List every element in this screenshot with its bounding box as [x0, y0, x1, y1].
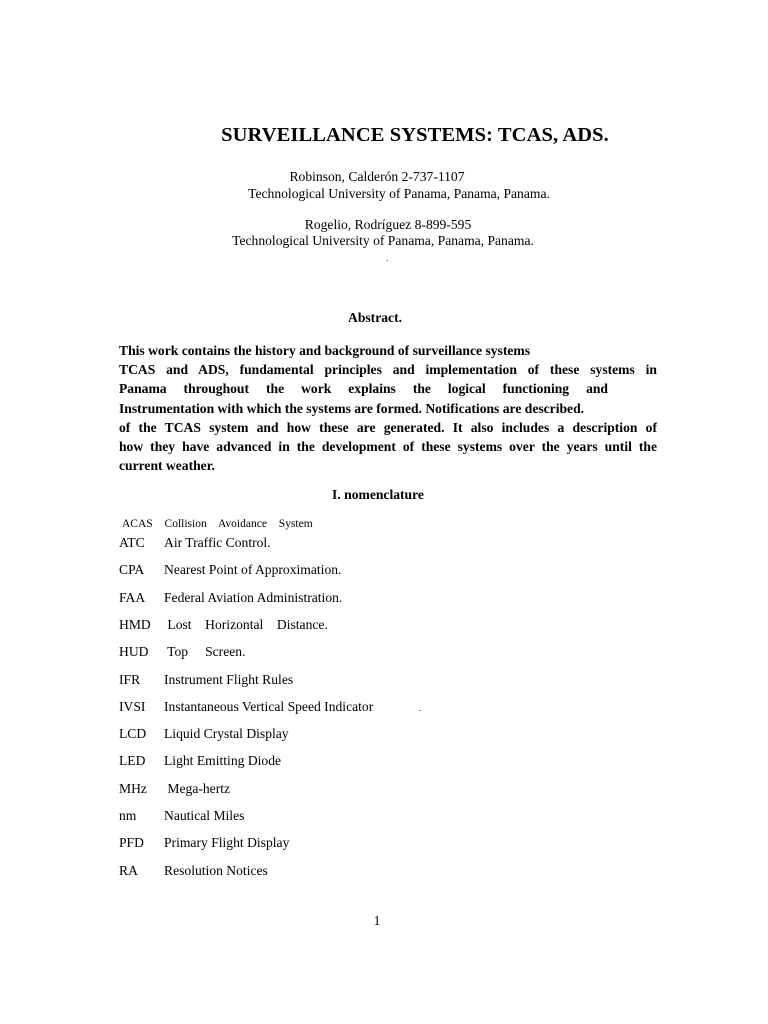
abstract-line: Instrumentation with which the systems are formed. Notifications are described. [119, 400, 585, 416]
nomenclature-definition: Federal Aviation Administration. [164, 589, 343, 605]
abstract-line: TCAS and ADS, fundamental principles and implementation of these systems in [119, 362, 657, 378]
nomenclature-row [119, 863, 268, 881]
nomenclature-definition: Lost Horizontal Distance. [164, 616, 328, 632]
nomenclature-abbreviation: HMD [119, 616, 151, 632]
nomenclature-row [119, 808, 244, 826]
nomenclature-abbreviation: ATC [119, 535, 145, 550]
nomenclature-definition: Primary Flight Display [164, 835, 290, 851]
nomenclature-abbreviation: IVSI [119, 698, 146, 714]
abstract-heading: Abstract. [348, 310, 402, 325]
abstract-line: of the TCAS system and how these are generated. It also includes a description of [119, 419, 657, 435]
nomenclature-row [119, 699, 373, 717]
nomenclature-acas-entry: ACAS Collision Avoidance System [122, 518, 313, 530]
page-number: 1 [373, 913, 381, 928]
abstract-line: current weather. [119, 458, 215, 474]
ivsi-trailing-dot: . [419, 703, 422, 713]
abstract-line: This work contains the history and background of surveillance systems [119, 343, 531, 358]
author-2-affiliation: Technological University of Panama, Panama, Panama. [232, 233, 534, 248]
nomenclature-definition: Nearest Point of Approximation. [164, 562, 342, 578]
nomenclature-row [119, 535, 271, 553]
nomenclature-abbreviation: RA [119, 862, 138, 878]
nomenclature-abbreviation: MHz [119, 780, 147, 796]
nomenclature-definition: Air Traffic Control. [164, 535, 271, 550]
document-title: SURVEILLANCE SYSTEMS: TCAS, ADS. [221, 124, 609, 146]
nomenclature-definition: Instrument Flight Rules [164, 671, 294, 687]
nomenclature-definition: Mega-hertz [164, 780, 231, 796]
nomenclature-row [119, 781, 230, 799]
abstract-body [119, 341, 657, 475]
nomenclature-definition: Light Emitting Diode [164, 753, 282, 769]
nomenclature-row [119, 835, 289, 853]
nomenclature-abbreviation: IFR [119, 671, 141, 687]
nomenclature-abbreviation: FAA [119, 589, 146, 605]
nomenclature-row [119, 590, 342, 608]
author-2-name: Rogelio, Rodríguez 8-899-595 [304, 217, 472, 232]
nomenclature-row [119, 617, 328, 635]
nomenclature-row [119, 672, 293, 690]
nomenclature-row [119, 726, 289, 744]
nomenclature-row [119, 753, 281, 771]
abstract-line: Panama throughout the work explains the logical functioning and [119, 381, 608, 397]
abstract-line: how they have advanced in the development of these systems over the years until the [119, 439, 657, 455]
nomenclature-heading: I. nomenclature [332, 487, 424, 502]
nomenclature-abbreviation: LCD [119, 726, 147, 742]
separator-dot: . [386, 253, 389, 263]
nomenclature-definition: Resolution Notices [164, 862, 268, 878]
nomenclature-row [119, 562, 341, 580]
nomenclature-abbreviation: CPA [119, 562, 145, 578]
nomenclature-abbreviation: HUD [119, 644, 149, 660]
nomenclature-definition: Top Screen. [164, 644, 246, 660]
nomenclature-abbreviation: LED [119, 753, 146, 769]
nomenclature-abbreviation: nm [119, 808, 137, 823]
nomenclature-definition: Nautical Miles [164, 808, 245, 823]
nomenclature-definition: Liquid Crystal Display [164, 726, 289, 742]
author-1-affiliation: Technological University of Panama, Panama, Panama. [248, 186, 550, 201]
nomenclature-row [119, 644, 245, 662]
author-1-name: Robinson, Calderón 2-737-1107 [289, 169, 465, 184]
nomenclature-abbreviation: PFD [119, 835, 144, 851]
nomenclature-definition: Instantaneous Vertical Speed Indicator [164, 698, 374, 714]
